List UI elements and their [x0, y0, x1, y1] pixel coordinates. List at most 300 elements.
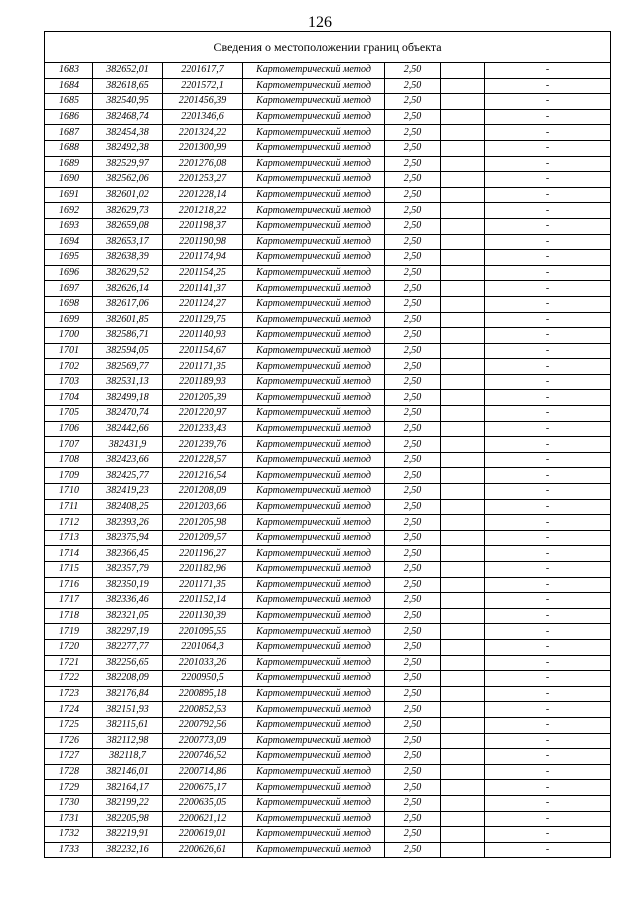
point-number-cell: 1698: [45, 296, 93, 312]
empty-cell: [441, 655, 485, 671]
y-coordinate-cell: 2200621,12: [163, 811, 243, 827]
table-row: [45, 764, 611, 780]
y-coordinate-cell: 2201203,66: [163, 499, 243, 515]
point-number-cell: 1706: [45, 421, 93, 437]
empty-cell: [441, 421, 485, 437]
point-number-cell: 1691: [45, 187, 93, 203]
error-cell: 2,50: [385, 203, 441, 219]
empty-cell: [441, 562, 485, 578]
point-number-cell: 1703: [45, 374, 93, 390]
empty-cell: [441, 406, 485, 422]
table-row: [45, 437, 611, 453]
y-coordinate-cell: 2201324,22: [163, 125, 243, 141]
note-cell: -: [485, 577, 611, 593]
note-cell: -: [485, 780, 611, 796]
error-cell: 2,50: [385, 437, 441, 453]
point-number-cell: 1690: [45, 172, 93, 188]
method-cell: Картометрический метод: [243, 328, 385, 344]
empty-cell: [441, 795, 485, 811]
method-cell: Картометрический метод: [243, 827, 385, 843]
empty-cell: [441, 452, 485, 468]
table-row: [45, 421, 611, 437]
error-cell: 2,50: [385, 546, 441, 562]
table-row: [45, 156, 611, 172]
point-number-cell: 1723: [45, 686, 93, 702]
empty-cell: [441, 827, 485, 843]
point-number-cell: 1732: [45, 827, 93, 843]
error-cell: 2,50: [385, 140, 441, 156]
y-coordinate-cell: 2201140,93: [163, 328, 243, 344]
y-coordinate-cell: 2200746,52: [163, 749, 243, 765]
page-number: 126: [308, 14, 332, 31]
point-number-cell: 1726: [45, 733, 93, 749]
note-cell: -: [485, 702, 611, 718]
method-cell: Картометрический метод: [243, 109, 385, 125]
y-coordinate-cell: 2201239,76: [163, 437, 243, 453]
y-coordinate-cell: 2201346,6: [163, 109, 243, 125]
table-row: [45, 78, 611, 94]
note-cell: -: [485, 546, 611, 562]
table-row: [45, 749, 611, 765]
point-number-cell: 1696: [45, 265, 93, 281]
note-cell: -: [485, 187, 611, 203]
x-coordinate-cell: 382336,46: [93, 593, 163, 609]
note-cell: -: [485, 655, 611, 671]
table-row: [45, 125, 611, 141]
x-coordinate-cell: 382375,94: [93, 530, 163, 546]
method-cell: Картометрический метод: [243, 655, 385, 671]
y-coordinate-cell: 2200635,05: [163, 795, 243, 811]
table-row: [45, 795, 611, 811]
y-coordinate-cell: 2201276,08: [163, 156, 243, 172]
table-row: [45, 140, 611, 156]
x-coordinate-cell: 382594,05: [93, 343, 163, 359]
error-cell: 2,50: [385, 328, 441, 344]
method-cell: Картометрический метод: [243, 546, 385, 562]
note-cell: -: [485, 499, 611, 515]
point-number-cell: 1695: [45, 250, 93, 266]
empty-cell: [441, 608, 485, 624]
empty-cell: [441, 671, 485, 687]
note-cell: -: [485, 234, 611, 250]
note-cell: -: [485, 156, 611, 172]
error-cell: 2,50: [385, 671, 441, 687]
y-coordinate-cell: 2201220,97: [163, 406, 243, 422]
method-cell: Картометрический метод: [243, 234, 385, 250]
method-cell: Картометрический метод: [243, 562, 385, 578]
note-cell: -: [485, 78, 611, 94]
method-cell: Картометрический метод: [243, 639, 385, 655]
x-coordinate-cell: 382425,77: [93, 468, 163, 484]
error-cell: 2,50: [385, 125, 441, 141]
empty-cell: [441, 374, 485, 390]
empty-cell: [441, 702, 485, 718]
point-number-cell: 1727: [45, 749, 93, 765]
x-coordinate-cell: 382531,13: [93, 374, 163, 390]
empty-cell: [441, 639, 485, 655]
x-coordinate-cell: 382601,85: [93, 312, 163, 328]
point-number-cell: 1685: [45, 94, 93, 110]
table-row: [45, 624, 611, 640]
point-number-cell: 1711: [45, 499, 93, 515]
empty-cell: [441, 187, 485, 203]
method-cell: Картометрический метод: [243, 94, 385, 110]
x-coordinate-cell: 382618,65: [93, 78, 163, 94]
note-cell: -: [485, 172, 611, 188]
empty-cell: [441, 218, 485, 234]
note-cell: -: [485, 250, 611, 266]
point-number-cell: 1683: [45, 63, 93, 79]
note-cell: -: [485, 312, 611, 328]
empty-cell: [441, 390, 485, 406]
table-row: [45, 593, 611, 609]
note-cell: -: [485, 452, 611, 468]
table-row: [45, 343, 611, 359]
note-cell: -: [485, 109, 611, 125]
empty-cell: [441, 359, 485, 375]
x-coordinate-cell: 382540,95: [93, 94, 163, 110]
y-coordinate-cell: 2201572,1: [163, 78, 243, 94]
method-cell: Картометрический метод: [243, 125, 385, 141]
note-cell: -: [485, 686, 611, 702]
error-cell: 2,50: [385, 764, 441, 780]
point-number-cell: 1709: [45, 468, 93, 484]
x-coordinate-cell: 382164,17: [93, 780, 163, 796]
point-number-cell: 1687: [45, 125, 93, 141]
empty-cell: [441, 515, 485, 531]
table-row: [45, 406, 611, 422]
point-number-cell: 1694: [45, 234, 93, 250]
empty-cell: [441, 125, 485, 141]
method-cell: Картометрический метод: [243, 468, 385, 484]
empty-cell: [441, 842, 485, 858]
x-coordinate-cell: 382118,7: [93, 749, 163, 765]
error-cell: 2,50: [385, 795, 441, 811]
x-coordinate-cell: 382638,39: [93, 250, 163, 266]
y-coordinate-cell: 2201154,67: [163, 343, 243, 359]
y-coordinate-cell: 2201208,09: [163, 484, 243, 500]
point-number-cell: 1718: [45, 608, 93, 624]
method-cell: Картометрический метод: [243, 343, 385, 359]
x-coordinate-cell: 382232,16: [93, 842, 163, 858]
x-coordinate-cell: 382208,09: [93, 671, 163, 687]
y-coordinate-cell: 2201033,26: [163, 655, 243, 671]
method-cell: Картометрический метод: [243, 686, 385, 702]
error-cell: 2,50: [385, 624, 441, 640]
point-number-cell: 1724: [45, 702, 93, 718]
error-cell: 2,50: [385, 655, 441, 671]
x-coordinate-cell: 382617,06: [93, 296, 163, 312]
y-coordinate-cell: 2201228,14: [163, 187, 243, 203]
point-number-cell: 1722: [45, 671, 93, 687]
table-row: [45, 281, 611, 297]
note-cell: -: [485, 374, 611, 390]
error-cell: 2,50: [385, 749, 441, 765]
x-coordinate-cell: 382366,45: [93, 546, 163, 562]
table-row: [45, 780, 611, 796]
method-cell: Картометрический метод: [243, 671, 385, 687]
table-row: [45, 686, 611, 702]
note-cell: -: [485, 437, 611, 453]
x-coordinate-cell: 382569,77: [93, 359, 163, 375]
method-cell: Картометрический метод: [243, 421, 385, 437]
x-coordinate-cell: 382112,98: [93, 733, 163, 749]
table-row: [45, 452, 611, 468]
point-number-cell: 1715: [45, 562, 93, 578]
x-coordinate-cell: 382423,66: [93, 452, 163, 468]
x-coordinate-cell: 382468,74: [93, 109, 163, 125]
y-coordinate-cell: 2200714,86: [163, 764, 243, 780]
table-row: [45, 515, 611, 531]
x-coordinate-cell: 382470,74: [93, 406, 163, 422]
method-cell: Картометрический метод: [243, 140, 385, 156]
empty-cell: [441, 749, 485, 765]
note-cell: -: [485, 749, 611, 765]
point-number-cell: 1689: [45, 156, 93, 172]
method-cell: Картометрический метод: [243, 733, 385, 749]
error-cell: 2,50: [385, 452, 441, 468]
point-number-cell: 1702: [45, 359, 93, 375]
y-coordinate-cell: 2201141,37: [163, 281, 243, 297]
method-cell: Картометрический метод: [243, 78, 385, 94]
y-coordinate-cell: 2200675,17: [163, 780, 243, 796]
error-cell: 2,50: [385, 296, 441, 312]
table-row: [45, 234, 611, 250]
note-cell: -: [485, 94, 611, 110]
method-cell: Картометрический метод: [243, 281, 385, 297]
note-cell: -: [485, 842, 611, 858]
empty-cell: [441, 265, 485, 281]
point-number-cell: 1707: [45, 437, 93, 453]
method-cell: Картометрический метод: [243, 390, 385, 406]
error-cell: 2,50: [385, 608, 441, 624]
method-cell: Картометрический метод: [243, 312, 385, 328]
method-cell: Картометрический метод: [243, 842, 385, 858]
empty-cell: [441, 577, 485, 593]
table-row: [45, 499, 611, 515]
table-row: [45, 608, 611, 624]
error-cell: 2,50: [385, 406, 441, 422]
table-row: [45, 63, 611, 79]
y-coordinate-cell: 2201196,27: [163, 546, 243, 562]
error-cell: 2,50: [385, 218, 441, 234]
note-cell: -: [485, 421, 611, 437]
table-row: [45, 203, 611, 219]
y-coordinate-cell: 2201174,94: [163, 250, 243, 266]
note-cell: -: [485, 359, 611, 375]
method-cell: Картометрический метод: [243, 764, 385, 780]
empty-cell: [441, 296, 485, 312]
empty-cell: [441, 109, 485, 125]
method-cell: Картометрический метод: [243, 593, 385, 609]
point-number-cell: 1688: [45, 140, 93, 156]
empty-cell: [441, 140, 485, 156]
note-cell: -: [485, 265, 611, 281]
method-cell: Картометрический метод: [243, 702, 385, 718]
method-cell: Картометрический метод: [243, 624, 385, 640]
x-coordinate-cell: 382393,26: [93, 515, 163, 531]
x-coordinate-cell: 382297,19: [93, 624, 163, 640]
x-coordinate-cell: 382357,79: [93, 562, 163, 578]
note-cell: -: [485, 795, 611, 811]
y-coordinate-cell: 2201218,22: [163, 203, 243, 219]
error-cell: 2,50: [385, 312, 441, 328]
point-number-cell: 1704: [45, 390, 93, 406]
y-coordinate-cell: 2201064,3: [163, 639, 243, 655]
empty-cell: [441, 499, 485, 515]
y-coordinate-cell: 2201617,7: [163, 63, 243, 79]
point-number-cell: 1701: [45, 343, 93, 359]
y-coordinate-cell: 2201189,93: [163, 374, 243, 390]
error-cell: 2,50: [385, 63, 441, 79]
error-cell: 2,50: [385, 265, 441, 281]
x-coordinate-cell: 382146,01: [93, 764, 163, 780]
error-cell: 2,50: [385, 250, 441, 266]
table-row: [45, 250, 611, 266]
note-cell: -: [485, 328, 611, 344]
y-coordinate-cell: 2201171,35: [163, 577, 243, 593]
empty-cell: [441, 686, 485, 702]
point-number-cell: 1684: [45, 78, 93, 94]
error-cell: 2,50: [385, 686, 441, 702]
error-cell: 2,50: [385, 733, 441, 749]
point-number-cell: 1708: [45, 452, 93, 468]
method-cell: Картометрический метод: [243, 499, 385, 515]
note-cell: -: [485, 671, 611, 687]
x-coordinate-cell: 382151,93: [93, 702, 163, 718]
empty-cell: [441, 343, 485, 359]
y-coordinate-cell: 2201095,55: [163, 624, 243, 640]
note-cell: -: [485, 406, 611, 422]
empty-cell: [441, 172, 485, 188]
y-coordinate-cell: 2201129,75: [163, 312, 243, 328]
table-title: Сведения о местоположении границ объекта: [45, 32, 611, 63]
point-number-cell: 1710: [45, 484, 93, 500]
table-row: [45, 639, 611, 655]
note-cell: -: [485, 296, 611, 312]
y-coordinate-cell: 2201198,37: [163, 218, 243, 234]
error-cell: 2,50: [385, 562, 441, 578]
table-row: [45, 702, 611, 718]
x-coordinate-cell: 382115,61: [93, 717, 163, 733]
error-cell: 2,50: [385, 499, 441, 515]
x-coordinate-cell: 382629,73: [93, 203, 163, 219]
error-cell: 2,50: [385, 811, 441, 827]
note-cell: -: [485, 530, 611, 546]
table-row: [45, 484, 611, 500]
method-cell: Картометрический метод: [243, 63, 385, 79]
y-coordinate-cell: 2201216,54: [163, 468, 243, 484]
x-coordinate-cell: 382277,77: [93, 639, 163, 655]
y-coordinate-cell: 2201228,57: [163, 452, 243, 468]
error-cell: 2,50: [385, 94, 441, 110]
y-coordinate-cell: 2201182,96: [163, 562, 243, 578]
y-coordinate-cell: 2201456,39: [163, 94, 243, 110]
error-cell: 2,50: [385, 374, 441, 390]
empty-cell: [441, 733, 485, 749]
note-cell: -: [485, 515, 611, 531]
y-coordinate-cell: 2201253,27: [163, 172, 243, 188]
note-cell: -: [485, 827, 611, 843]
y-coordinate-cell: 2200773,09: [163, 733, 243, 749]
method-cell: Картометрический метод: [243, 795, 385, 811]
point-number-cell: 1713: [45, 530, 93, 546]
error-cell: 2,50: [385, 281, 441, 297]
error-cell: 2,50: [385, 530, 441, 546]
table-row: [45, 546, 611, 562]
empty-cell: [441, 546, 485, 562]
error-cell: 2,50: [385, 421, 441, 437]
error-cell: 2,50: [385, 593, 441, 609]
error-cell: 2,50: [385, 172, 441, 188]
table-row: [45, 172, 611, 188]
empty-cell: [441, 811, 485, 827]
x-coordinate-cell: 382652,01: [93, 63, 163, 79]
error-cell: 2,50: [385, 577, 441, 593]
x-coordinate-cell: 382256,65: [93, 655, 163, 671]
error-cell: 2,50: [385, 842, 441, 858]
x-coordinate-cell: 382629,52: [93, 265, 163, 281]
table-row: [45, 312, 611, 328]
note-cell: -: [485, 218, 611, 234]
x-coordinate-cell: 382653,17: [93, 234, 163, 250]
point-number-cell: 1705: [45, 406, 93, 422]
method-cell: Картометрический метод: [243, 577, 385, 593]
point-number-cell: 1725: [45, 717, 93, 733]
method-cell: Картометрический метод: [243, 717, 385, 733]
note-cell: -: [485, 639, 611, 655]
table-row: [45, 671, 611, 687]
table-row: [45, 296, 611, 312]
table-row: [45, 827, 611, 843]
x-coordinate-cell: 382408,25: [93, 499, 163, 515]
y-coordinate-cell: 2200852,53: [163, 702, 243, 718]
table-row: [45, 218, 611, 234]
x-coordinate-cell: 382219,91: [93, 827, 163, 843]
error-cell: 2,50: [385, 484, 441, 500]
note-cell: -: [485, 624, 611, 640]
table-row: [45, 374, 611, 390]
empty-cell: [441, 624, 485, 640]
y-coordinate-cell: 2201152,14: [163, 593, 243, 609]
error-cell: 2,50: [385, 359, 441, 375]
empty-cell: [441, 484, 485, 500]
table-row: [45, 655, 611, 671]
error-cell: 2,50: [385, 717, 441, 733]
empty-cell: [441, 717, 485, 733]
note-cell: -: [485, 281, 611, 297]
x-coordinate-cell: 382586,71: [93, 328, 163, 344]
x-coordinate-cell: 382419,23: [93, 484, 163, 500]
note-cell: -: [485, 593, 611, 609]
point-number-cell: 1717: [45, 593, 93, 609]
note-cell: -: [485, 764, 611, 780]
y-coordinate-cell: 2200950,5: [163, 671, 243, 687]
method-cell: Картометрический метод: [243, 187, 385, 203]
note-cell: -: [485, 468, 611, 484]
method-cell: Картометрический метод: [243, 296, 385, 312]
method-cell: Картометрический метод: [243, 811, 385, 827]
error-cell: 2,50: [385, 109, 441, 125]
x-coordinate-cell: 382626,14: [93, 281, 163, 297]
error-cell: 2,50: [385, 343, 441, 359]
error-cell: 2,50: [385, 515, 441, 531]
method-cell: Картометрический метод: [243, 437, 385, 453]
note-cell: -: [485, 203, 611, 219]
note-cell: -: [485, 811, 611, 827]
table-row: [45, 468, 611, 484]
method-cell: Картометрический метод: [243, 530, 385, 546]
